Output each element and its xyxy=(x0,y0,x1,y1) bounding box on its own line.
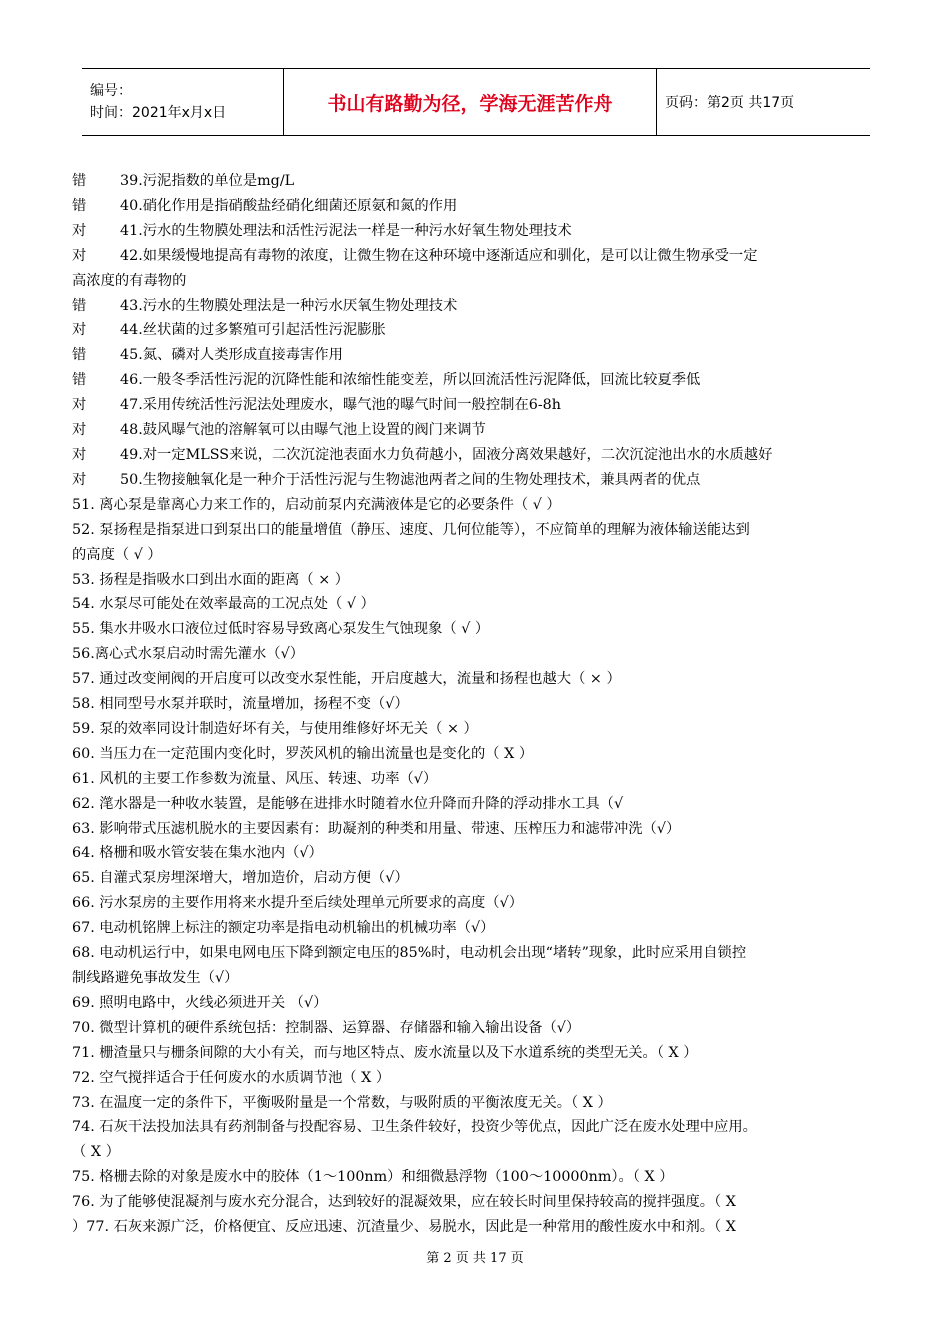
question-text: 高浓度的有毒物的 xyxy=(72,272,187,289)
numbered-line: 59. 泵的效率同设计制造好坏有关，与使用维修好坏无关（ × ） xyxy=(72,720,478,737)
answer-mark: 对 xyxy=(72,222,87,239)
numbered-line: 72. 空气搅拌适合于任何废水的水质调节池（ X ） xyxy=(72,1069,391,1086)
header-meta xyxy=(82,69,283,135)
tf-line xyxy=(72,219,878,244)
numbered-line: 69. 照明电路中，火线必须进开关 （√） xyxy=(72,994,328,1011)
question-text: 43.污水的生物膜处理法是一种污水厌氧生物处理技术 xyxy=(120,297,458,314)
answer-mark: 错 xyxy=(72,372,87,389)
answer-mark: 对 xyxy=(72,446,87,463)
answer-mark: 错 xyxy=(72,197,87,214)
tf-line xyxy=(72,443,878,468)
header-motto: 书山有路勤为径，学海无涯苦作舟 xyxy=(327,92,613,115)
numbered-line: 60. 当压力在一定范围内变化时，罗茨风机的输出流量也是变化的（ X ） xyxy=(72,745,534,762)
tf-line xyxy=(72,169,878,194)
numbered-line: 57. 通过改变闸阀的开启度可以改变水泵性能，开启度越大，流量和扬程也越大（ × ） xyxy=(72,671,621,688)
numbered-line: 64. 格栅和吸水管安装在集水池内（√） xyxy=(72,845,323,862)
numbered-line: 65. 自灌式泵房埋深增大，增加造价，启动方便（√） xyxy=(72,870,409,887)
question-text: 42.如果缓慢地提高有毒物的浓度，让微生物在这种环境中逐渐适应和驯化，是可以让微生物承受一定 xyxy=(120,247,758,264)
numbered-line: 55. 集水井吸水口液位过低时容易导致离心泵发生气蚀现象（ √ ） xyxy=(72,621,490,638)
tf-line xyxy=(72,343,878,368)
header-motto-cell xyxy=(283,69,657,135)
question-text: 41.污水的生物膜处理法和活性污泥法一样是一种污水好氧生物处理技术 xyxy=(120,222,572,239)
document-header xyxy=(82,68,870,136)
answer-mark: 错 xyxy=(72,297,87,314)
question-text: 48.鼓风曝气池的溶解氧可以由曝气池上设置的阀门来调节 xyxy=(120,422,486,439)
numbered-line: 62. 滗水器是一种收水装置，是能够在进排水时随着水位升降而升降的浮动排水工具（√ xyxy=(72,795,624,812)
numbered-line: （ X ） xyxy=(72,1144,120,1161)
header-page-cell xyxy=(657,69,870,135)
question-text: 45.氮、磷对人类形成直接毒害作用 xyxy=(120,347,343,364)
numbered-line: 73. 在温度一定的条件下，平衡吸附量是一个常数，与吸附质的平衡浓度无关。（ X ） xyxy=(72,1094,612,1111)
answer-mark: 对 xyxy=(72,471,87,488)
numbered-line: 的高度（ √ ） xyxy=(72,546,162,563)
numbered-line: 76. 为了能够使混凝剂与废水充分混合，达到较好的混凝效果，应在较长时间里保持较高的搅拌强度。（ X xyxy=(72,1194,736,1211)
question-text: 47.采用传统活性污泥法处理废水，曝气池的曝气时间一般控制在6-8h xyxy=(120,397,561,414)
tf-line xyxy=(72,194,878,219)
question-text: 46.一般冬季活性污泥的沉降性能和浓缩性能变差，所以回流活性污泥降低，回流比较夏季低 xyxy=(120,372,701,389)
header-page-info: 页码：第2页 共17页 xyxy=(665,95,795,111)
numbered-line: 70. 微型计算机的硬件系统包括：控制器、运算器、存储器和输入输出设备（√） xyxy=(72,1019,581,1036)
numbered-line: 61. 风机的主要工作参数为流量、风压、转速、功率（√） xyxy=(72,770,438,787)
answer-mark: 对 xyxy=(72,322,87,339)
answer-mark: 对 xyxy=(72,247,87,264)
tf-line xyxy=(72,318,878,343)
question-text: 50.生物接触氧化是一种介于活性污泥与生物滤池两者之间的生物处理技术，兼具两者的优点 xyxy=(120,471,701,488)
question-text: 39.污泥指数的单位是mg/L xyxy=(120,173,295,189)
numbered-line: 51. 离心泵是靠离心力来工作的，启动前泵内充满液体是它的必要条件（ √ ） xyxy=(72,496,561,513)
answer-mark: 对 xyxy=(72,422,87,439)
numbered-line: 53. 扬程是指吸水口到出水面的距离（ × ） xyxy=(72,571,350,588)
numbered-line: 66. 污水泵房的主要作用将来水提升至后续处理单元所要求的高度（√） xyxy=(72,895,523,912)
tf-line-continuation xyxy=(72,269,878,294)
answer-mark: 错 xyxy=(72,347,87,364)
numbered-line: 制线路避免事故发生（√） xyxy=(72,970,239,986)
numbered-line: ）77. 石灰来源广泛，价格便宜、反应迅速、沉渣量少、易脱水，因此是一种常用的酸性废水中和剂。（ X xyxy=(72,1219,736,1236)
numbered-line: 52. 泵扬程是指泵进口到泵出口的能量增值（静压、速度、几何位能等），不应简单的理解为液体输送能达到 xyxy=(72,521,750,538)
numbered-line: 74. 石灰干法投加法具有药剂制备与投配容易、卫生条件较好，投资少等优点，因此广泛在废水处理中应用。 xyxy=(72,1119,757,1136)
numbered-line: 71. 栅渣量只与栅条间隙的大小有关，而与地区特点、废水流量以及下水道系统的类型无关。（ X ） xyxy=(72,1044,698,1061)
numbered-line: 67. 电动机铭牌上标注的额定功率是指电动机输出的机械功率（√） xyxy=(72,920,495,937)
tf-line xyxy=(72,368,878,393)
numbered-line: 58. 相同型号水泵并联时，流量增加，扬程不变（√） xyxy=(72,696,409,713)
numbered-line: 54. 水泵尽可能处在效率最高的工况点处（ √ ） xyxy=(72,596,375,613)
numbered-line: 75. 格栅去除的对象是废水中的胶体（1～100nm）和细微悬浮物（100～10000nm）。（ X ） xyxy=(72,1169,674,1186)
header-time: 时间：2021年x月x日 xyxy=(90,105,227,121)
answer-mark: 对 xyxy=(72,397,87,414)
answer-mark: 错 xyxy=(72,173,87,189)
numbered-line: 68. 电动机运行中，如果电网电压下降到额定电压的85%时，电动机会出现“堵转”现象，此时应采用自锁控 xyxy=(72,945,747,962)
question-text: 49.对一定MLSS来说，二次沉淀池表面水力负荷越小，固液分离效果越好，二次沉淀池出水的水质越好 xyxy=(120,446,773,463)
question-text: 40.硝化作用是指硝酸盐经硝化细菌还原氨和氮的作用 xyxy=(120,197,458,214)
tf-line xyxy=(72,468,878,493)
tf-line xyxy=(72,393,878,418)
page-footer: 第 2 页 共 17 页 xyxy=(426,1251,524,1266)
tf-line xyxy=(72,294,878,319)
question-text: 44.丝状菌的过多繁殖可引起活性污泥膨胀 xyxy=(120,322,386,339)
tf-line xyxy=(72,418,878,443)
document-body xyxy=(72,169,878,1240)
tf-line xyxy=(72,244,878,269)
header-id-label: 编号： xyxy=(90,83,132,99)
numbered-line: 63. 影响带式压滤机脱水的主要因素有：助凝剂的种类和用量、带速、压榨压力和滤带冲洗（√） xyxy=(72,820,681,837)
numbered-line: 56.离心式水泵启动时需先灌水（√） xyxy=(72,646,305,663)
